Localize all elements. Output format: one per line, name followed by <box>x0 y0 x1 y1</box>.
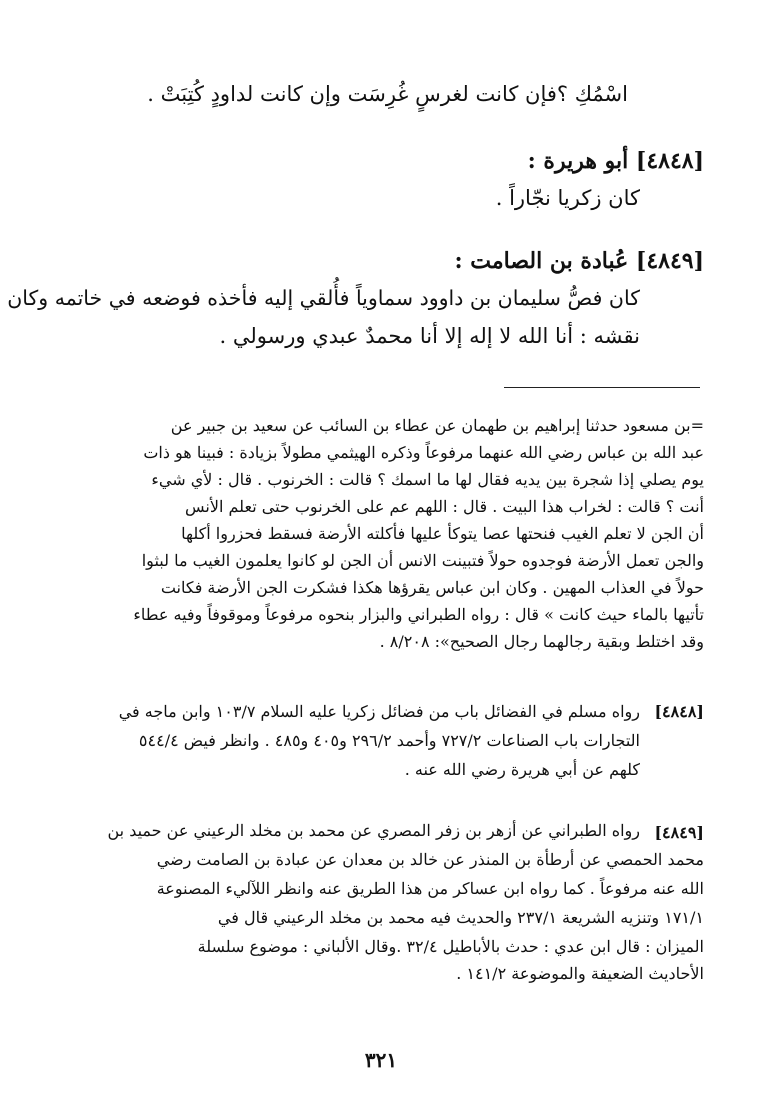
footnote-line: عبد الله بن عباس رضي الله عنهما مرفوعاً وذكره الهيثمي مطولاً بزيادة : فبينا هو ذات <box>143 443 704 462</box>
entry-number: [٤٨٤٨] <box>635 148 704 174</box>
entry-text-line: كان فصُّ سليمان بن داوود سماوياً فأُلقي إليه فأخذه فوضعه في خاتمه وكان <box>7 286 640 310</box>
footnote-line: حولاً في العذاب المهين . وكان ابن عباس يقرؤها هكذا فشكرت الجن الأرضة فكانت <box>160 578 704 597</box>
footnote-line: الأحاديث الضعيفة والموضوعة ١٤١/٢ . <box>456 964 704 983</box>
footnote-separator <box>504 387 700 388</box>
footnote-line: وقد اختلط وبقية رجالهما رجال الصحيح»: ٨/٢٠٨ . <box>379 632 704 651</box>
page-number: ٣٢١ <box>364 1048 398 1072</box>
entry-heading <box>528 148 704 174</box>
entry-number: [٤٨٤٩] <box>635 248 704 274</box>
entry-text-line: نقشه : أنا الله لا إله إلا أنا محمدٌ عبدي ورسولي . <box>219 324 640 348</box>
entry-heading <box>454 248 704 274</box>
footnote-line: التجارات باب الصناعات ٧٢٧/٢ وأحمد ٢٩٦/٢ و٤٠٥ و٤٨٥ . وانظر فيض ٥٤٤/٤ <box>138 731 640 750</box>
entry-narrator: أبو هريرة : <box>527 148 629 174</box>
footnote-line: يوم يصلي إذا شجرة بين يديه فقال لها ما اسمك ؟ قالت : الخرنوب . قال : لأي شيء <box>151 470 704 489</box>
footnote-line: =بن مسعود حدثنا إبراهيم بن طهمان عن عطاء بن السائب عن سعيد بن جبير عن <box>170 416 704 435</box>
footnote-line: أن الجن لا تعلم الغيب فنحتها عصا يتوكأ عليها فأكلته الأرضة فسقط فحزروا أكلها <box>181 524 704 543</box>
footnote-line: الميزان : قال ابن عدي : حدث بالأباطيل ٣٢/٤ .وقال الألباني : موضوع سلسلة <box>197 937 704 956</box>
footnote-line: محمد الحمصي عن أرطأة بن المنذر عن خالد بن معدان عن عبادة بن الصامت رضي <box>156 850 704 869</box>
entry-text-line: كان زكريا نجّاراً . <box>495 186 640 210</box>
footnote-line: الله عنه مرفوعاً . كما رواه ابن عساكر من هذا الطريق عنه وانظر اللآليء المصنوعة <box>156 879 704 898</box>
footnote-line: تأتيها بالماء حيث كانت » قال : رواه الطبراني والبزار بنحوه مرفوعاً وموقوفاً وفيه عطاء <box>133 605 704 624</box>
footnote-line: رواه الطبراني عن أزهر بن زفر المصري عن محمد بن مخلد الرعيني عن حميد بن <box>107 821 640 840</box>
entry-narrator: عُبادة بن الصامت : <box>454 248 629 274</box>
footnote-line: أنت ؟ قالت : لخراب هذا البيت . قال : اللهم عم على الخرنوب حتى تعلم الأنس <box>185 497 704 516</box>
footnote-line: كلهم عن أبي هريرة رضي الله عنه . <box>404 760 640 779</box>
footnote-number: [٤٨٤٨] <box>654 702 704 721</box>
footnote-line: والجن تعمل الأرضة فوجدوه حولاً فتبينت الانس أن الجن لو كانوا يعلمون الغيب ما لبثوا <box>141 551 704 570</box>
footnote-line: رواه مسلم في الفضائل باب من فضائل زكريا عليه السلام ١٠٣/٧ وابن ماجه في <box>118 702 640 721</box>
footnote-number: [٤٨٤٩] <box>654 823 704 842</box>
book-page <box>7 0 704 1098</box>
footnote-line: ١٧١/١ وتنزيه الشريعة ٢٣٧/١ والحديث فيه محمد بن مخلد الرعيني قال في <box>217 908 704 927</box>
top-line: اسْمُكِ ؟فإن كانت لغرسٍ غُرِسَت وإن كانت لداودٍ كُتِبَتْ . <box>147 82 628 106</box>
